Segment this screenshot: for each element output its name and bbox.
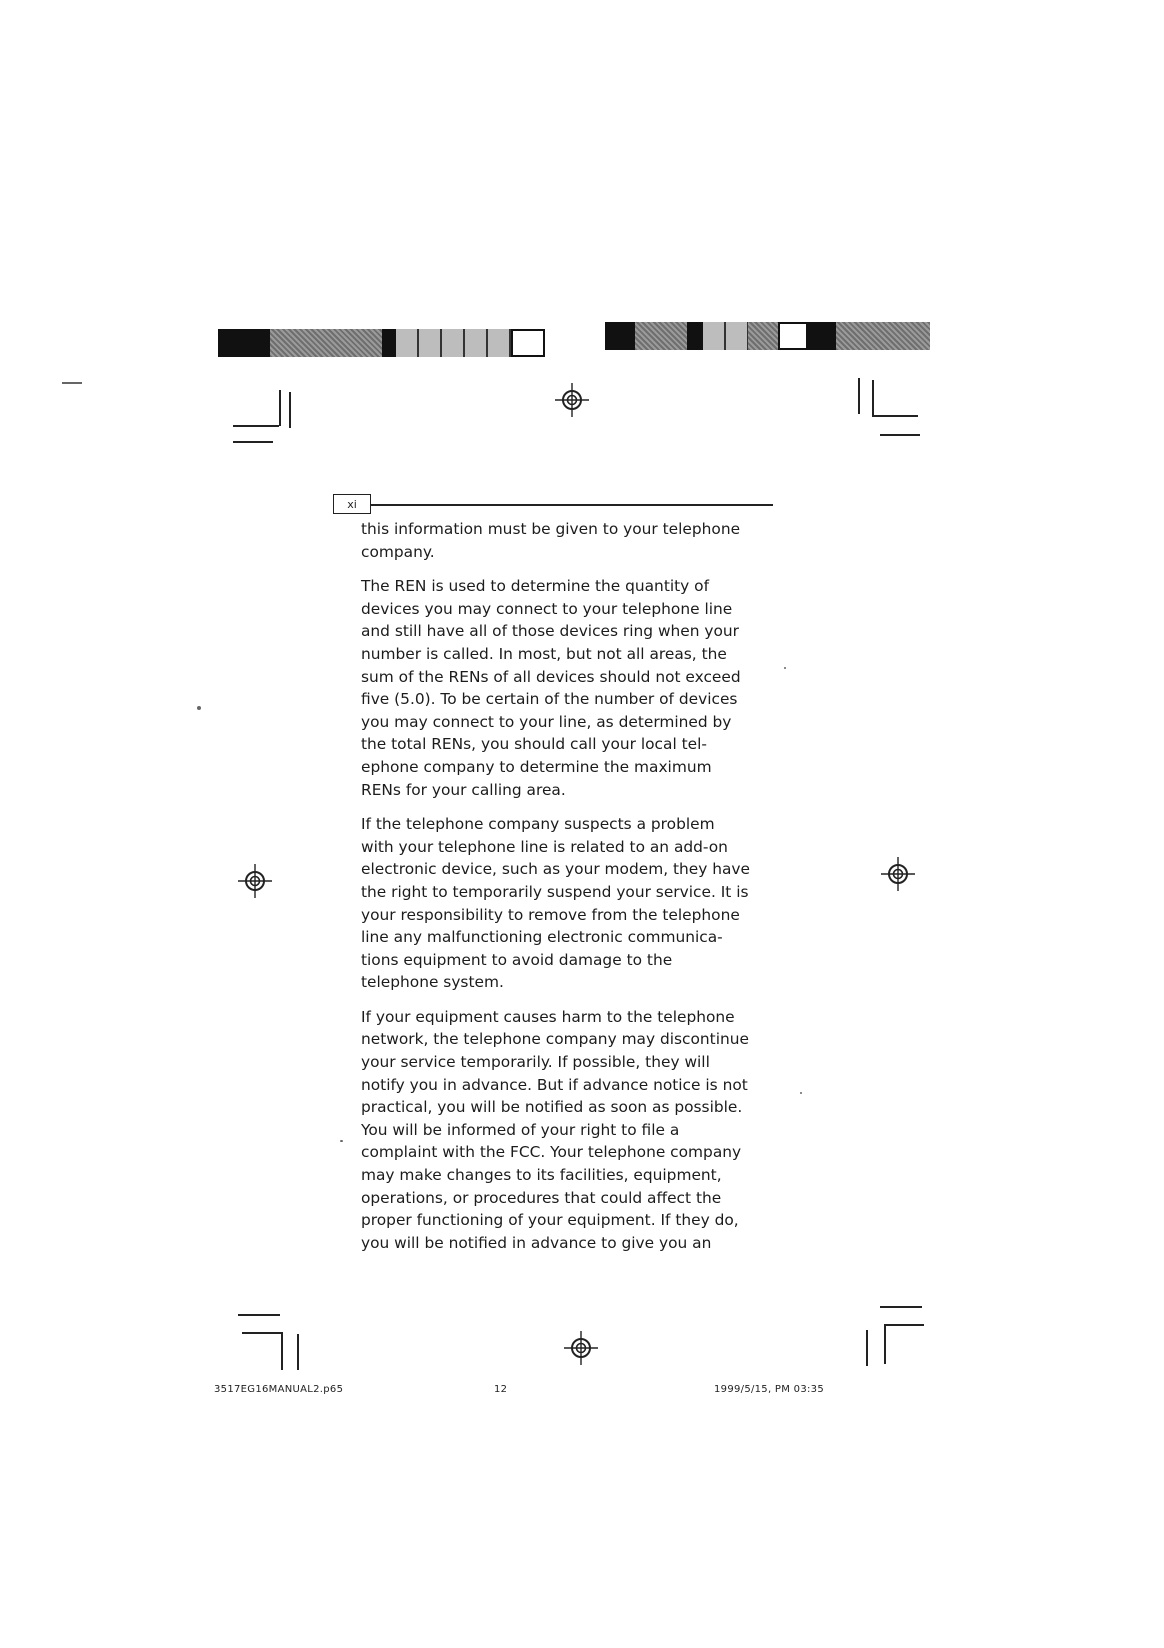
bar-block [605, 322, 635, 350]
footer-timestamp: 1999/5/15, PM 03:35 [714, 1384, 824, 1395]
header-rule [371, 504, 773, 506]
registration-target-icon [238, 864, 272, 898]
registration-target-icon [564, 1331, 598, 1365]
scan-speck [340, 1140, 343, 1142]
bar-block [270, 329, 382, 357]
bar-block [703, 322, 748, 350]
bar-block [778, 322, 808, 350]
bar-block [836, 322, 930, 350]
paragraph: this information must be given to your telephone company. [361, 520, 741, 561]
bar-block [808, 322, 836, 350]
body-text [361, 518, 781, 1266]
bar-block [511, 329, 545, 357]
footer-filename: 3517EG16MANUAL2.p65 [214, 1384, 344, 1395]
scan-speck [784, 667, 786, 669]
registration-target-icon [881, 857, 915, 891]
scan-speck [62, 382, 82, 384]
bar-block [635, 322, 687, 350]
registration-target-icon [555, 383, 589, 417]
paragraph: The REN is used to determine the quantity of devices you may connect to your telephone line and still have all of those devices ring when your number is called. In most, but not all areas, the sum of the RENs of all devices should not exceed five (5.0). To be certain of the number of devices you may connect to your line, as determined by the total RENs, you should call your local tel- ephone company to determine the maximum RENs for your calling area. [361, 577, 741, 799]
bar-block [687, 322, 703, 350]
paragraph: If the telephone company suspects a problem with your telephone line is related to an add-on electronic device, such as your modem, they have the right to temporarily suspend your service. It is your responsibility to remove from the telephone line any malfunctioning electronic communica- tions equipment to avoid damage to the telephone system. [361, 815, 751, 992]
page-label: xi [333, 494, 371, 514]
bar-block [396, 329, 511, 357]
bar-block [218, 329, 270, 357]
scan-speck [800, 1092, 802, 1094]
footer-page-number: 12 [494, 1384, 508, 1395]
paragraph: If your equipment causes harm to the telephone network, the telephone company may discontinue your service temporarily. If possible, they will notify you in advance. But if advance notice is not practical, you will be notified as soon as possible. You will be informed of your right to file a complaint with the FCC. Your telephone company may make changes to its facilities, equipment, operations, or procedures that could affect the proper functioning of your equipment. If they do, you will be notified in advance to give you an [361, 1007, 749, 1252]
bar-block [748, 322, 778, 350]
bar-block [382, 329, 396, 357]
scan-speck [197, 706, 201, 710]
